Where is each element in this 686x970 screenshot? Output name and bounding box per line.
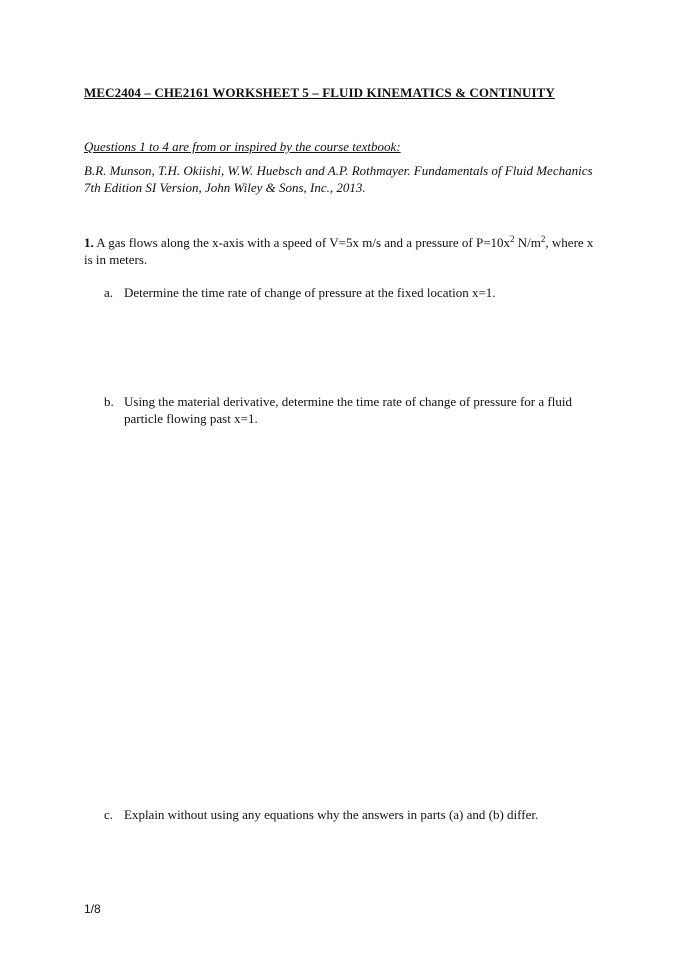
question-number: 1. xyxy=(84,235,94,250)
question-1 xyxy=(84,234,604,268)
question-part-c xyxy=(104,806,604,826)
textbook-note: Questions 1 to 4 are from or inspired by the course textbook: xyxy=(84,139,401,154)
question-text: N/m xyxy=(514,235,541,250)
part-label: b. xyxy=(104,394,114,409)
superscript: 2 xyxy=(540,234,546,244)
textbook-reference: B.R. Munson, T.H. Okiishi, W.W. Huebsch and A.P. Rothmayer. Fundamentals of Fluid Mechanics 7th Edition SI Version, John Wiley & Sons, Inc., 2013. xyxy=(84,163,593,195)
question-text: A gas flows along the x-axis with a speed of V=5x m/s and a pressure of P=10x xyxy=(93,235,511,250)
part-label: c. xyxy=(104,807,114,822)
part-text: Using the material derivative, determine the time rate of change of pressure for a fluid particle flowing past x=1. xyxy=(124,394,572,426)
part-label: a. xyxy=(104,285,114,300)
question-part-a xyxy=(104,284,604,304)
superscript: 2 xyxy=(510,234,515,244)
part-text: Explain without using any equations why the answers in parts (a) and (b) differ. xyxy=(124,807,539,822)
part-text: Determine the time rate of change of pressure at the fixed location x=1. xyxy=(124,285,496,300)
worksheet-title: MEC2404 – CHE2161 WORKSHEET 5 – FLUID KINEMATICS & CONTINUITY xyxy=(84,85,555,100)
question-part-b xyxy=(104,393,604,433)
page-number: 1/8 xyxy=(84,902,101,916)
question-text: , where x is in meters. xyxy=(84,235,594,267)
